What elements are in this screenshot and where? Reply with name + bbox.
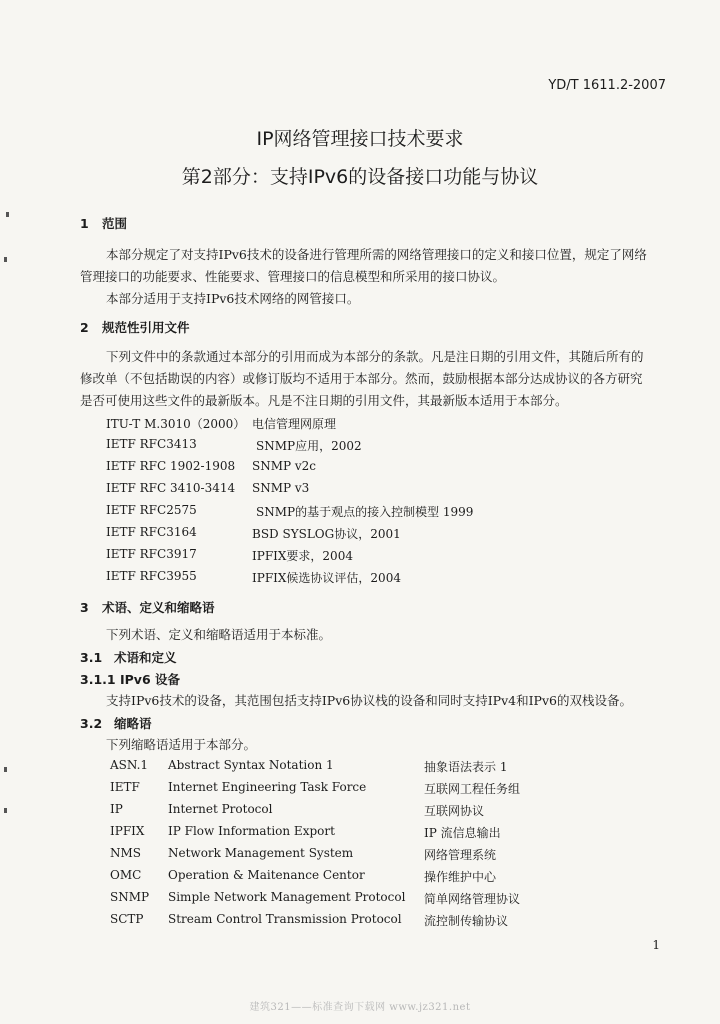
abbr-term: OMC [110, 868, 142, 882]
reference-code: IETF RFC3917 [106, 547, 197, 561]
abbr-term: SNMP [110, 890, 150, 904]
scan-mark [6, 212, 9, 217]
abbr-chinese: 流控制传输协议 [424, 914, 509, 928]
section-number: 2 [80, 320, 89, 335]
reference-title: SNMP v3 [252, 481, 310, 495]
abbr-term: SCTP [110, 912, 144, 926]
page-number: 1 [652, 938, 660, 952]
reference-title: SNMP的基于观点的接入控制模型 1999 [256, 505, 474, 519]
paragraph-line: 管理接口的功能要求、性能要求、管理接口的信息模型和所采用的接口协议。 [80, 269, 506, 284]
reference-code: IETF RFC 1902-1908 [106, 459, 236, 473]
section-title: 术语和定义 [114, 650, 177, 665]
reference-title: IPFIX候选协议评估，2004 [252, 571, 401, 585]
abbr-chinese: 互联网协议 [424, 804, 485, 818]
abbr-chinese: 网络管理系统 [424, 848, 497, 862]
section-3-2-heading [80, 714, 152, 732]
section-3-heading [80, 598, 215, 616]
section-3-1-heading [80, 648, 177, 666]
abbr-chinese: IP 流信息输出 [424, 826, 501, 840]
section-number: 3.1.1 [80, 672, 116, 687]
reference-code: IETF RFC2575 [106, 503, 197, 517]
scan-mark [4, 257, 7, 262]
paragraph-line: 下列术语、定义和缩略语适用于本标准。 [106, 627, 332, 642]
abbr-full: Simple Network Management Protocol [168, 890, 406, 904]
section-2-heading [80, 318, 190, 336]
section-3-1-1-heading [80, 670, 180, 688]
doc-title-line2: 第2部分：支持IPv6的设备接口功能与协议 [181, 166, 539, 188]
section-number: 1 [80, 216, 89, 231]
reference-code: IETF RFC 3410-3414 [106, 481, 236, 495]
section-number: 3.2 [80, 716, 103, 731]
abbr-chinese: 互联网工程任务组 [424, 782, 521, 796]
paragraph-line: 本部分规定了对支持IPv6技术的设备进行管理所需的网络管理接口的定义和接口位置，规定了网络 [106, 247, 647, 262]
paragraph-line: 支持IPv6技术的设备，其范围包括支持IPv6协议栈的设备和同时支持IPv4和IPv6的双栈设备。 [106, 693, 632, 708]
reference-title: 电信管理网原理 [252, 417, 337, 431]
doc-title-line1: IP网络管理接口技术要求 [256, 128, 464, 150]
abbr-term: IP [110, 802, 123, 816]
abbr-term: IETF [110, 780, 140, 794]
section-title: IPv6 设备 [120, 672, 181, 687]
abbr-full: Abstract Syntax Notation 1 [168, 758, 334, 772]
paragraph-line: 下列缩略语适用于本部分。 [106, 737, 257, 752]
scan-mark [4, 808, 7, 813]
abbr-term: IPFIX [110, 824, 145, 838]
reference-title: SNMP应用，2002 [256, 439, 362, 453]
standard-code: YD/T 1611.2-2007 [548, 78, 666, 93]
watermark: 建筑321——标准查询下载网 www.jz321.net [249, 1002, 471, 1013]
section-title: 缩略语 [114, 716, 152, 731]
reference-code: IETF RFC3164 [106, 525, 197, 539]
section-number: 3.1 [80, 650, 103, 665]
reference-code: IETF RFC3413 [106, 437, 197, 451]
paragraph-line: 本部分适用于支持IPv6技术网络的网管接口。 [106, 291, 360, 306]
reference-title: SNMP v2c [252, 459, 317, 473]
section-1-heading [80, 214, 127, 232]
reference-code: ITU-T M.3010（2000） [106, 417, 246, 431]
reference-title: BSD SYSLOG协议，2001 [252, 527, 401, 541]
section-title: 范围 [102, 216, 128, 231]
reference-title: IPFIX要求，2004 [252, 549, 353, 563]
abbr-term: ASN.1 [110, 758, 149, 772]
paragraph-line: 是否可使用这些文件的最新版本。凡是不注日期的引用文件，其最新版本适用于本部分。 [80, 393, 568, 408]
paragraph-line: 修改单（不包括勘误的内容）或修订版均不适用于本部分。然而，鼓励根据本部分达成协议的各方研究 [80, 371, 643, 386]
abbr-term: NMS [110, 846, 142, 860]
section-title: 规范性引用文件 [102, 320, 190, 335]
paragraph-line: 下列文件中的条款通过本部分的引用而成为本部分的条款。凡是注日期的引用文件，其随后所有的 [106, 349, 644, 364]
abbr-full: Internet Protocol [168, 802, 273, 816]
abbr-full: Operation & Maitenance Centor [168, 868, 365, 882]
abbr-chinese: 抽象语法表示 1 [424, 760, 508, 774]
abbr-chinese: 操作维护中心 [424, 870, 497, 884]
scan-mark [4, 767, 7, 772]
abbr-full: Stream Control Transmission Protocol [168, 912, 402, 926]
abbr-chinese: 简单网络管理协议 [424, 892, 521, 906]
reference-code: IETF RFC3955 [106, 569, 197, 583]
abbr-full: Internet Engineering Task Force [168, 780, 367, 794]
section-title: 术语、定义和缩略语 [102, 600, 215, 615]
abbr-full: IP Flow Information Export [168, 824, 335, 838]
section-number: 3 [80, 600, 89, 615]
abbr-full: Network Management System [168, 846, 354, 860]
